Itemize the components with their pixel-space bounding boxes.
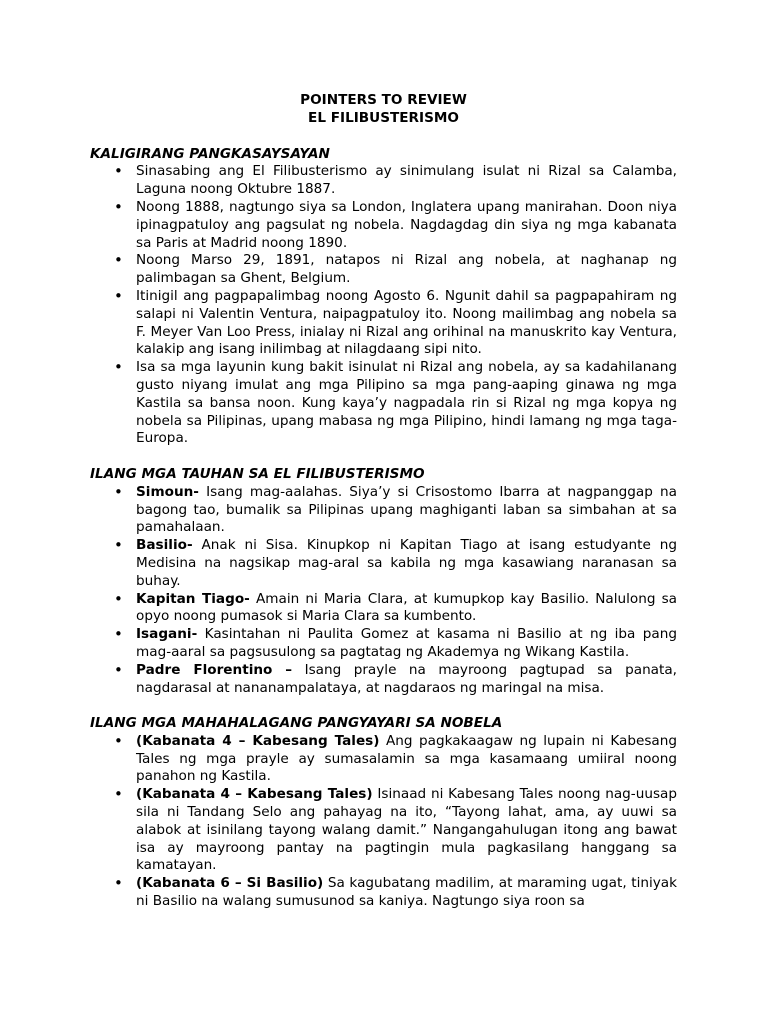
- list-item: [90, 199, 677, 252]
- item-term: Basilio-: [136, 537, 193, 554]
- bullet-list: [90, 163, 677, 448]
- item-text: Noong Marso 29, 1891, natapos ni Rizal ang nobela, at naghanap ng palimbagan sa Ghent, Belgium.: [136, 252, 677, 287]
- spacer: [90, 697, 677, 715]
- list-item: [90, 626, 677, 662]
- list-item: [90, 662, 677, 698]
- section-heading: KALIGIRANG PANGKASAYSAYAN: [90, 145, 330, 162]
- bullet-icon: •: [114, 358, 123, 377]
- bullet-icon: •: [114, 162, 123, 181]
- item-term: Padre Florentino –: [136, 661, 293, 678]
- item-term: Simoun-: [136, 483, 199, 500]
- item-term: (Kabanata 4 – Kabesang Tales): [136, 732, 380, 749]
- item-text: Anak ni Sisa. Kinupkop ni Kapitan Tiago at isang estudyante ng Medisina na nagsikap mag-aral sa kabila ng mga kasawiang naranasan sa buhay.: [136, 537, 677, 589]
- list-item: [90, 359, 677, 448]
- bullet-icon: •: [114, 536, 123, 555]
- spacer: [90, 128, 677, 146]
- spacer: [90, 448, 677, 466]
- item-term: Kapitan Tiago-: [136, 590, 250, 607]
- item-text: Itinigil ang pagpapalimbag noong Agosto 6. Ngunit dahil sa pagpapahiram ng salapi ni Valentin Ventura, naipagpatuloy ito. Noong mailimbag ang nobela sa F. Meyer Van Loo Press, inialay ni Rizal ang orihinal na manuskrito kay Ventura, kalakip ang isang inilimbag at nilagdaang sipi nito.: [136, 287, 677, 358]
- section-events: [90, 715, 677, 911]
- list-item: [90, 733, 677, 786]
- section-heading: ILANG MGA TAUHAN SA EL FILIBUSTERISMO: [90, 465, 425, 482]
- bullet-list: [90, 484, 677, 698]
- bullet-list: [90, 733, 677, 911]
- list-item: [90, 163, 677, 199]
- item-text: Isang prayle na mayroong pagtupad sa panata, nagdarasal at nananampalataya, at nagdaraos ng maringal na misa.: [136, 661, 677, 696]
- item-text: Isang mag-aalahas. Siya’y si Crisostomo Ibarra at nagpanggap na bagong tao, bumalik sa Pilipinas upang maghiganti laban sa simbahan at sa pamahalaan.: [136, 483, 677, 536]
- bullet-icon: •: [114, 589, 123, 608]
- document-title-line-2: EL FILIBUSTERISMO: [308, 109, 459, 126]
- item-text: Ang pagkakaagaw ng lupain ni Kabesang Tales ng mga prayle ay sumasalamin sa mga kasamaang umiiral noong panahon ng Kastila.: [136, 732, 677, 785]
- bullet-icon: •: [114, 197, 123, 216]
- item-text: Noong 1888, nagtungo siya sa London, Inglatera upang manirahan. Doon niya ipinagpatuloy ang pagsulat ng nobela. Nagdagdag din siya ng mga kabanata sa Paris at Madrid noong 1890.: [136, 198, 677, 251]
- bullet-icon: •: [114, 660, 123, 679]
- list-item: [90, 252, 677, 288]
- item-text: Kasintahan ni Paulita Gomez at kasama ni Basilio at ng iba pang mag-aaral sa pagsusulong sa pagtatag ng Akademya ng Wikang Kastila.: [136, 626, 677, 660]
- item-text: Isa sa mga layunin kung bakit isinulat ni Rizal ang nobela, ay sa kadahilanang gusto niyang imulat ang mga Pilipino sa mga pang-aaping ginawa ng mga Kastila sa bansa noon. Kung kaya’y nagpadala rin si Rizal ng mga kopya ng nobela sa Pilipinas, upang mabasa ng mga Pilipino, hindi lamang ng mga taga-Europa.: [136, 359, 677, 447]
- document-title-line-1: POINTERS TO REVIEW: [300, 92, 467, 108]
- section-heading: ILANG MGA MAHAHALAGANG PANGYAYARI SA NOBELA: [90, 715, 503, 732]
- list-item: [90, 591, 677, 627]
- item-text: Amain ni Maria Clara, at kumupkop kay Basilio. Nalulong sa opyo noong pumasok si Maria Clara sa kumbento.: [136, 590, 678, 625]
- section-characters: [90, 466, 677, 697]
- list-item: [90, 484, 677, 537]
- bullet-icon: •: [114, 251, 123, 270]
- bullet-icon: •: [114, 785, 123, 804]
- list-item: [90, 875, 677, 911]
- bullet-icon: •: [114, 625, 123, 644]
- item-text: Sa kagubatang madilim, at maraming ugat, tiniyak ni Basilio na walang sumusunod sa kaniya. Nagtungo siya roon sa: [136, 875, 677, 910]
- item-term: Isagani-: [136, 626, 198, 643]
- section-background: [90, 146, 677, 449]
- item-text: Sinasabing ang El Filibusterismo ay sinimulang isulat ni Rizal sa Calamba, Laguna noong Oktubre 1887.: [136, 163, 677, 198]
- item-term: (Kabanata 6 – Si Basilio): [136, 875, 324, 892]
- list-item: [90, 786, 677, 875]
- document-page: [90, 92, 677, 911]
- list-item: [90, 537, 677, 590]
- bullet-icon: •: [114, 731, 123, 750]
- item-text: Isinaad ni Kabesang Tales noong nag-uusap sila ni Tandang Selo ang pahayag na ito, “Tayong lahat, ama, ay uuwi sa alabok at isinilang tayong walang damit.” Nangangahulugan itong ang bawat isa ay mayroong pantay na pagtingin mula pagkasilang hanggang sa kamatayan.: [136, 786, 677, 874]
- list-item: [90, 288, 677, 359]
- item-term: (Kabanata 4 – Kabesang Tales): [136, 786, 373, 803]
- bullet-icon: •: [114, 286, 123, 305]
- bullet-icon: •: [114, 482, 123, 501]
- bullet-icon: •: [114, 874, 123, 893]
